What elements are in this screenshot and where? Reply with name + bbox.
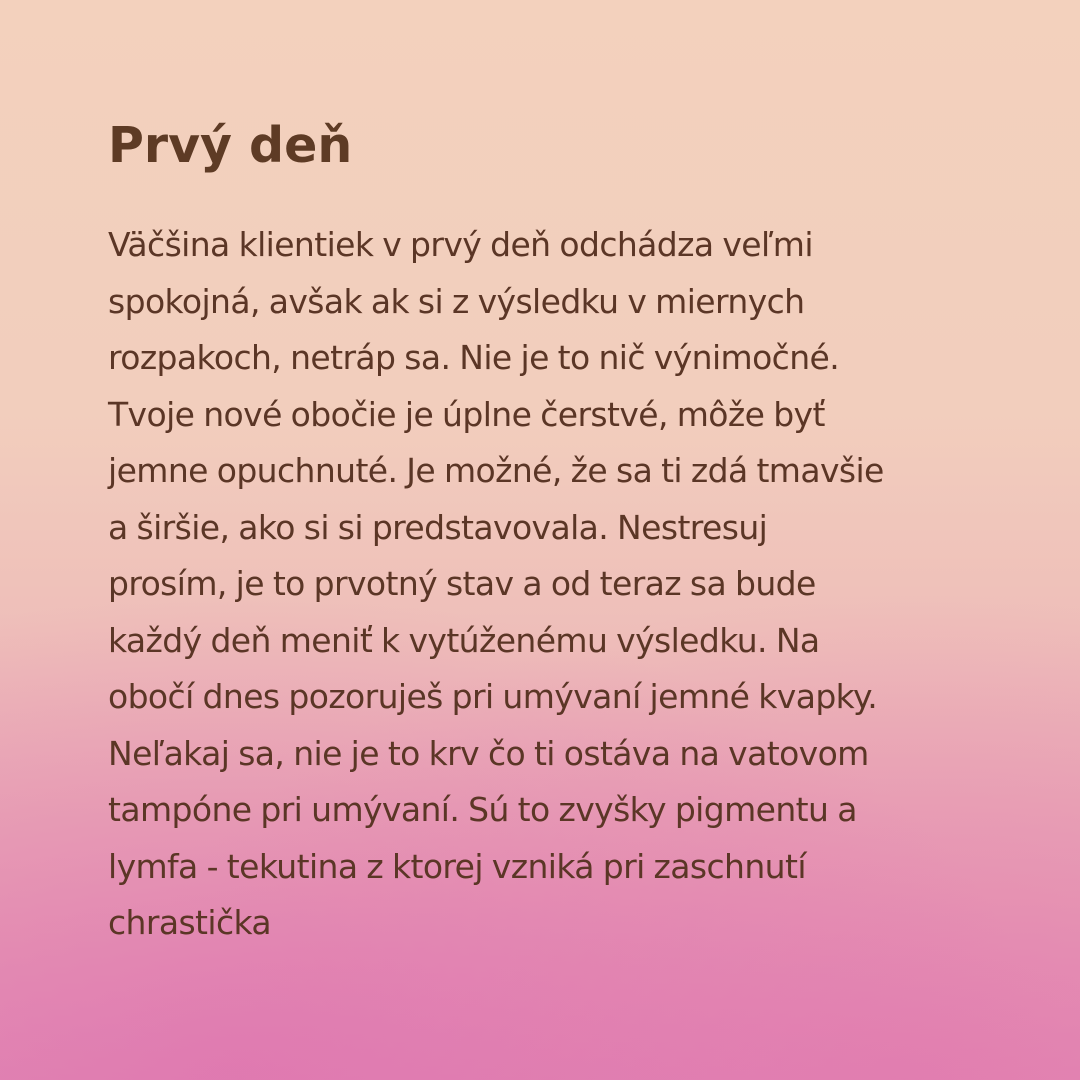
body-paragraph xyxy=(108,217,1023,952)
content-card xyxy=(108,108,1023,952)
body-line: lymfa - tekutina z ktorej vzniká pri zaschnutí xyxy=(108,846,806,886)
body-line: obočí dnes pozoruješ pri umývaní jemné kvapky. xyxy=(108,677,878,716)
body-line: rozpakoch, netráp sa. Nie je to nič výnimočné. xyxy=(108,338,840,377)
body-line: spokojná, avšak ak si z výsledku v miernych xyxy=(108,281,805,321)
body-line: Neľakaj sa, nie je to krv čo ti ostáva na vatovom xyxy=(108,733,869,773)
body-line: Tvoje nové obočie je úplne čerstvé, môže byť xyxy=(108,394,825,434)
body-line: a širšie, ako si si predstavovala. Nestresuj xyxy=(108,507,768,547)
body-line: chrastička xyxy=(108,903,272,942)
page-title: Prvý deň xyxy=(108,117,353,174)
body-line: prosím, je to prvotný stav a od teraz sa bude xyxy=(108,564,816,603)
body-line: jemne opuchnuté. Je možné, že sa ti zdá tmavšie xyxy=(108,451,884,490)
body-line: tampóne pri umývaní. Sú to zvyšky pigmentu a xyxy=(108,790,857,829)
body-line: Väčšina klientiek v prvý deň odchádza veľmi xyxy=(108,225,813,264)
body-line: každý deň meniť k vytúženému výsledku. Na xyxy=(108,620,820,660)
